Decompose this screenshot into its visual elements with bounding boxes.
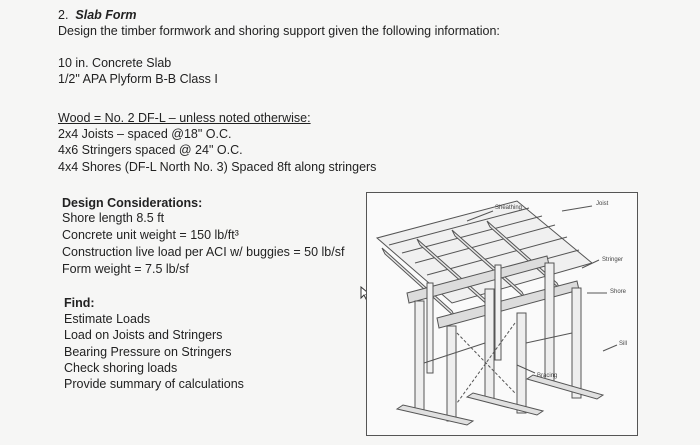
bracing-label: Bracing bbox=[537, 373, 558, 379]
find-item: Estimate Loads bbox=[64, 312, 151, 326]
sheathing-label: Sheathing bbox=[495, 205, 523, 211]
problem-prompt: Design the timber formwork and shoring support given the following information: bbox=[58, 24, 500, 38]
wood-heading: Wood = No. 2 DF-L – unless noted otherwise: bbox=[58, 111, 311, 125]
design-heading: Design Considerations: bbox=[62, 196, 203, 210]
slab-spec: 10 in. Concrete Slab bbox=[58, 56, 172, 70]
shore-label: Shore bbox=[610, 289, 627, 295]
design-item: Construction live load per ACI w/ buggies = 50 lb/sf bbox=[62, 245, 345, 259]
problem-number: 2. bbox=[58, 8, 69, 22]
stringer-label: Stringer bbox=[602, 257, 624, 263]
formwork-drawing bbox=[367, 193, 636, 434]
find-item: Check shoring loads bbox=[64, 361, 178, 375]
wood-item: 4x6 Stringers spaced @ 24" O.C. bbox=[58, 143, 243, 157]
problem-title: Slab Form bbox=[75, 8, 137, 22]
joist-label: Joist bbox=[596, 201, 609, 207]
sill-label: Sill bbox=[619, 341, 628, 347]
find-heading: Find: bbox=[64, 296, 95, 310]
wood-item: 2x4 Joists – spaced @18" O.C. bbox=[58, 127, 232, 141]
find-item: Bearing Pressure on Stringers bbox=[64, 345, 232, 359]
find-item: Load on Joists and Stringers bbox=[64, 328, 223, 342]
find-item: Provide summary of calculations bbox=[64, 377, 244, 391]
problem-header bbox=[58, 8, 137, 23]
design-item: Form weight = 7.5 lb/sf bbox=[62, 262, 189, 276]
formwork-figure bbox=[366, 192, 638, 436]
design-item: Shore length 8.5 ft bbox=[62, 211, 165, 225]
design-item: Concrete unit weight = 150 lb/ft³ bbox=[62, 228, 239, 242]
plyform-spec: 1/2" APA Plyform B-B Class I bbox=[58, 72, 218, 86]
wood-item: 4x4 Shores (DF-L North No. 3) Spaced 8ft along stringers bbox=[58, 160, 377, 174]
